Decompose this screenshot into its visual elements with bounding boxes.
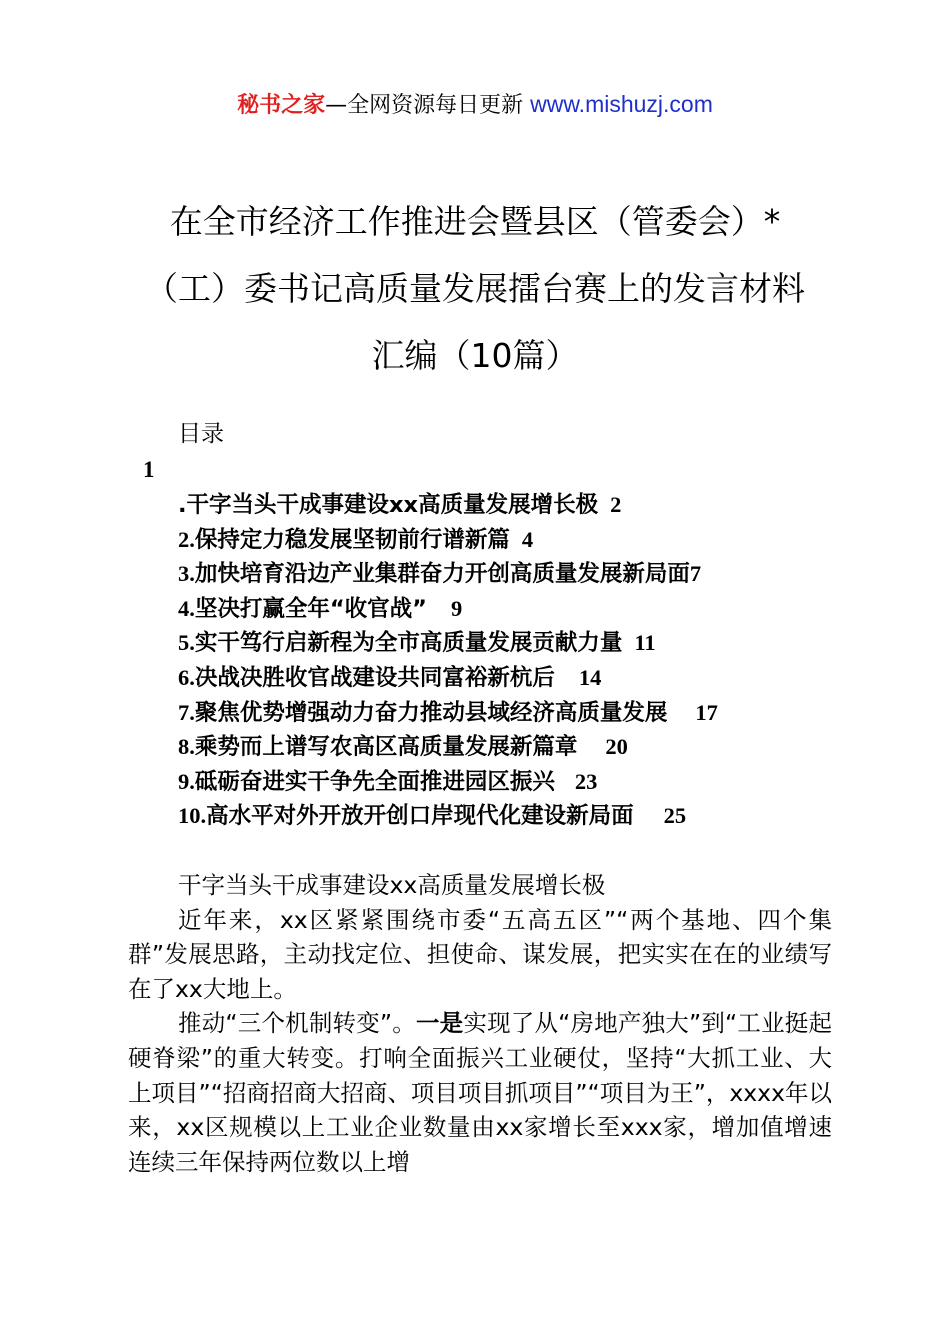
document-title	[110, 188, 840, 389]
toc-item-title: 高水平对外开放开创口岸现代化建设新局面	[206, 803, 634, 830]
toc-item-page: 2	[610, 492, 622, 517]
toc-item[interactable]	[178, 696, 858, 731]
paragraph-lead: 推动“三个机制转变”。	[178, 1009, 416, 1038]
toc-item-number: 6.	[178, 664, 195, 690]
title-line-3: 汇编（10篇）	[371, 336, 579, 375]
toc-item-page: 14	[578, 664, 602, 690]
toc-item-title: 砥砺奋进实干争先全面推进园区振兴	[194, 768, 555, 795]
toc-item-page: 17	[695, 699, 718, 725]
toc-item-page: 25	[663, 803, 687, 829]
toc-item[interactable]	[178, 730, 858, 765]
toc-item-title: 坚决打赢全年“收官战”	[194, 595, 427, 622]
toc-item-number: 4.	[178, 595, 195, 621]
toc-item[interactable]	[178, 557, 858, 592]
paragraph-emphasis: 一是	[415, 1009, 464, 1038]
article-heading: 干字当头干成事建设xx高质量发展增长极	[178, 871, 606, 899]
toc-item[interactable]	[178, 488, 858, 523]
toc-item[interactable]	[178, 592, 858, 627]
toc-item-page: 7	[689, 561, 702, 587]
toc-item-page: 9	[450, 595, 463, 621]
header-tagline: —全网资源每日更新	[325, 93, 524, 118]
table-of-contents	[178, 488, 858, 834]
brand-name: 秘书之家	[237, 93, 326, 118]
toc-item-title: 聚焦优势增强动力奋力推动县域经济高质量发展	[194, 699, 668, 726]
toc-item-title: 乘势而上谱写农高区高质量发展新篇章	[194, 734, 578, 761]
site-header	[0, 88, 950, 122]
toc-first-number: 1	[143, 457, 155, 482]
toc-item-page: 20	[605, 734, 628, 760]
toc-item[interactable]	[178, 799, 858, 834]
toc-item-number: 8.	[178, 734, 195, 760]
toc-item-number: 9.	[178, 768, 195, 794]
article-paragraph: 近年来，xx区紧紧围绕市委“五高五区”“两个基地、四个集群”发展思路，主动找定位、担使命、谋发展，把实实在在的业绩写在了xx大地上。	[128, 905, 832, 1003]
toc-item-number: 10.	[178, 803, 207, 829]
toc-item-number: 2.	[178, 526, 195, 552]
title-line-2: （工）委书记高质量发展擂台赛上的发言材料	[145, 269, 805, 308]
toc-item[interactable]	[178, 626, 858, 661]
toc-heading: 目录	[178, 421, 224, 447]
site-url-link[interactable]: www.mishuzj.com	[530, 91, 713, 117]
toc-item[interactable]	[178, 765, 858, 800]
paragraph-text: 实现了从“房地产独大”到“工业挺起硬脊梁”的重大转变。打响全面振兴工业硬仗，坚持“大抓工业、大上项目”“招商招商大招商、项目项目抓项目”“项目为王”，xxxx年以来，xx区规模以上工业企业数量由xx家增长至xxx家，增加值增速连续三年保持两位数以上增	[128, 1009, 833, 1176]
toc-item-title: 加快培育沿边产业集群奋力开创高质量发展新局面	[194, 561, 690, 588]
toc-item-number: 3.	[178, 561, 195, 587]
toc-item-page: 4	[521, 526, 534, 552]
toc-item-title: 决战决胜收官战建设共同富裕新杭后	[194, 664, 555, 691]
toc-item-number: 5.	[178, 630, 195, 656]
toc-item-page: 11	[634, 630, 656, 656]
toc-item-title: .干字当头干成事建设xx高质量发展增长极	[178, 492, 599, 518]
toc-item-title: 实干笃行启新程为全市高质量发展贡献力量	[194, 630, 623, 657]
toc-item[interactable]	[178, 661, 858, 696]
toc-item-page: 23	[574, 768, 598, 794]
toc-item[interactable]	[178, 523, 858, 558]
article-body	[128, 868, 832, 1179]
toc-item-number: 7.	[178, 699, 195, 725]
article-paragraph	[128, 1006, 832, 1179]
title-line-1: 在全市经济工作推进会暨县区（管委会）*	[169, 202, 781, 241]
toc-item-title: 保持定力稳发展坚韧前行谱新篇	[194, 526, 510, 553]
